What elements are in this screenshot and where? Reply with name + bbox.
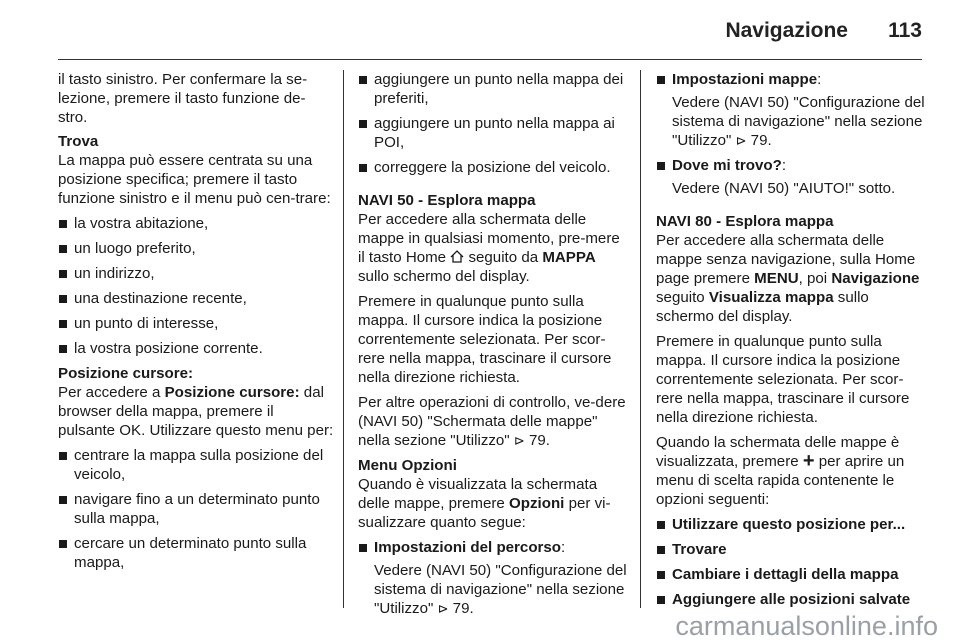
posizione-list bbox=[58, 446, 334, 572]
list-item: Aggiungere alle posizioni salvate bbox=[656, 590, 926, 609]
text-run: Per accedere alla schermata delle mappe senza navigazione, sulla Home page premere bbox=[656, 232, 916, 287]
text-run: seguito da bbox=[464, 249, 543, 266]
option-title: Impostazioni mappe bbox=[672, 71, 818, 88]
option-title: Impostazioni del percorso bbox=[374, 539, 562, 556]
list-item: aggiungere un punto nella mappa ai POI, bbox=[358, 114, 628, 152]
watermark-footer: carmanualsonline.info bbox=[675, 611, 938, 641]
text-run: per aprire un menu di scelta rapida contenente le opzioni seguenti: bbox=[656, 453, 905, 508]
list-item: Impostazioni del percorso: Vedere (NAVI 50) "Configurazione del sistema di navigazione" nella sezione "Utilizzo" ⊳ 79. bbox=[358, 538, 628, 618]
intro-paragraph: il tasto sinistro. Per confermare la se-lezione, premere il tasto funzione de-stro. bbox=[58, 71, 308, 126]
column-3 bbox=[656, 70, 926, 615]
press-paragraph: Premere in qualunque punto sulla mappa. Il cursore indica la posizione correntemente selezionata. Per scor-rere nella mappa, trascinare il cursore nella direzione richiesta. bbox=[656, 333, 910, 426]
page-number: 113 bbox=[888, 19, 922, 42]
text-run: Per accedere a bbox=[58, 384, 165, 401]
text-run-bold: MAPPA bbox=[542, 249, 596, 266]
press-paragraph: Premere in qualunque punto sulla mappa. Il cursore indica la posizione correntemente selezionata. Per scor-rere nella mappa, trascinare il cursore nella direzione richiesta. bbox=[358, 293, 612, 386]
option-desc bbox=[672, 93, 926, 150]
options-list bbox=[358, 538, 628, 618]
page-ref: 79. bbox=[452, 600, 474, 617]
text-run: Quando è visualizzata la schermata delle mappe, premere bbox=[358, 476, 598, 512]
text-run-bold: Navigazione bbox=[831, 270, 920, 287]
text-run-bold: Opzioni bbox=[509, 495, 565, 512]
list-item: Dove mi trovo?: Vedere (NAVI 50) "AIUTO!" sotto. bbox=[656, 156, 926, 198]
option-title: Dove mi trovo? bbox=[672, 157, 782, 174]
header-divider bbox=[58, 59, 922, 60]
column-divider-1 bbox=[343, 70, 344, 608]
posizione-text bbox=[58, 383, 334, 440]
page-header bbox=[0, 0, 960, 60]
list-item: centrare la mappa sulla posizione del veicolo, bbox=[58, 446, 334, 484]
trova-heading: Trova bbox=[58, 133, 99, 150]
list-item: una destinazione recente, bbox=[58, 289, 334, 308]
page-ref: 79. bbox=[528, 432, 550, 449]
other-ops-paragraph bbox=[358, 393, 628, 450]
list-item: la vostra abitazione, bbox=[58, 214, 334, 233]
options-list-cont bbox=[656, 70, 926, 198]
text-run: Per accedere alla schermata delle mappe in qualsiasi momento, pre-mere il tasto Home bbox=[358, 211, 620, 266]
navi50-text bbox=[358, 210, 628, 286]
when-paragraph bbox=[656, 433, 926, 509]
text-run: per vi-sualizzare quanto segue: bbox=[358, 495, 611, 531]
arrow-ref-icon: ⊳ bbox=[735, 133, 747, 148]
text-run: Quando la schermata delle mappe è visualizzata, premere bbox=[656, 434, 900, 470]
quick-menu-list bbox=[656, 515, 926, 609]
menu-opzioni-text bbox=[358, 475, 628, 532]
text-run: Per altre operazioni di controllo, ve-dere (NAVI 50) "Schermata delle mappe" nella sezione "Utilizzo" bbox=[358, 394, 626, 449]
posizione-heading: Posizione cursore: bbox=[58, 365, 194, 382]
list-item: aggiungere un punto nella mappa dei preferiti, bbox=[358, 70, 628, 108]
list-item: un indirizzo, bbox=[58, 264, 334, 283]
list-item: un luogo preferito, bbox=[58, 239, 334, 258]
column-2 bbox=[358, 70, 628, 624]
column-divider-2 bbox=[640, 70, 641, 608]
list-item: Utilizzare questo posizione per... bbox=[656, 515, 926, 534]
text-run-bold: Visualizza mappa bbox=[708, 289, 834, 306]
list-item: la vostra posizione corrente. bbox=[58, 339, 334, 358]
plus-icon: + bbox=[802, 450, 815, 472]
text-run-bold: MENU bbox=[754, 270, 799, 287]
text-run-bold: Posizione cursore: bbox=[164, 384, 300, 401]
text-run: Vedere (NAVI 50) "Configurazione del sistema di navigazione" nella sezione "Utilizzo" bbox=[374, 562, 627, 617]
list-item: cercare un determinato punto sulla mappa, bbox=[58, 534, 334, 572]
list-item: correggere la posizione del veicolo. bbox=[358, 158, 628, 177]
list-item: navigare fino a un determinato punto sulla mappa, bbox=[58, 490, 334, 528]
list-item: Trovare bbox=[656, 540, 926, 559]
menu-opzioni-heading: Menu Opzioni bbox=[358, 457, 457, 474]
navi80-heading: NAVI 80 - Esplora mappa bbox=[656, 213, 834, 230]
trova-list bbox=[58, 214, 334, 358]
trova-text: La mappa può essere centrata su una posizione specifica; premere il tasto funzione sinistro e il menu può cen-trare: bbox=[58, 152, 331, 207]
list-item: un punto di interesse, bbox=[58, 314, 334, 333]
arrow-ref-icon: ⊳ bbox=[437, 601, 449, 616]
home-icon bbox=[450, 250, 464, 263]
list-item: Cambiare i dettagli della mappa bbox=[656, 565, 926, 584]
list-item: Impostazioni mappe: Vedere (NAVI 50) "Configurazione del sistema di navigazione" nella sezione "Utilizzo" ⊳ 79. bbox=[656, 70, 926, 150]
text-run: dal browser della mappa, premere il pulsante OK. Utilizzare questo menu per: bbox=[58, 384, 334, 439]
text-run: Vedere (NAVI 50) "Configurazione del sistema di navigazione" nella sezione "Utilizzo" bbox=[672, 94, 925, 149]
page-ref: 79. bbox=[750, 132, 772, 149]
option-desc: Vedere (NAVI 50) "AIUTO!" sotto. bbox=[672, 180, 896, 197]
option-desc bbox=[374, 561, 628, 618]
navi80-text bbox=[656, 231, 926, 326]
map-actions-list bbox=[358, 70, 628, 177]
text-run: sullo schermo del display. bbox=[656, 289, 869, 325]
text-run: , poi bbox=[798, 270, 832, 287]
arrow-ref-icon: ⊳ bbox=[513, 433, 525, 448]
section-title: Navigazione bbox=[725, 19, 848, 42]
column-1 bbox=[58, 70, 334, 578]
text-run: sullo schermo del display. bbox=[358, 268, 530, 285]
navi50-heading: NAVI 50 - Esplora mappa bbox=[358, 192, 536, 209]
text-run: seguito bbox=[656, 289, 709, 306]
